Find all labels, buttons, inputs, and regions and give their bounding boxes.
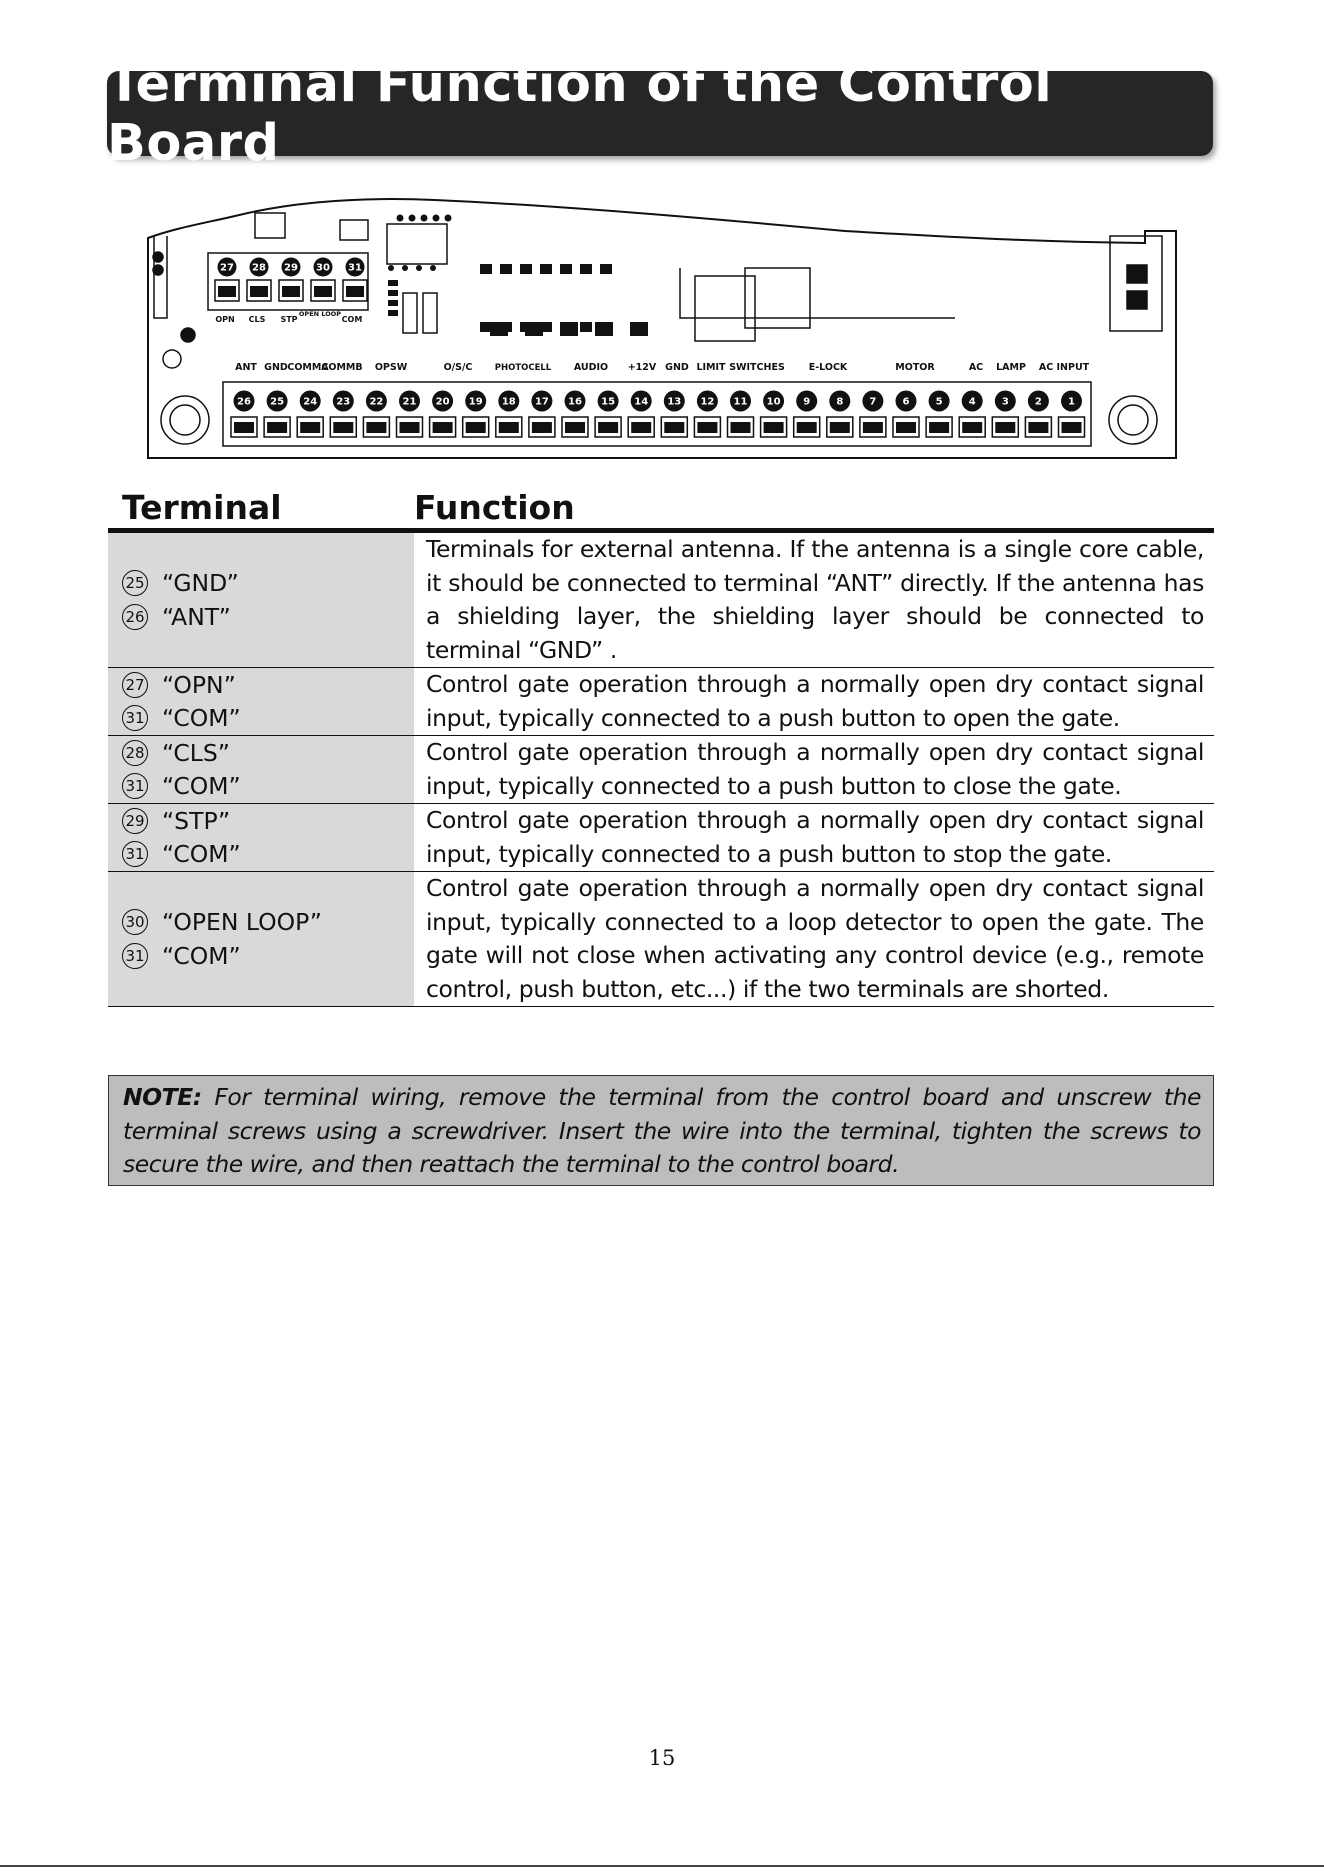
upper-terminal-label: OPEN LOOP — [298, 310, 342, 318]
terminal-entry — [122, 939, 414, 973]
function-cell: Terminals for external antenna. If the antenna is a single core cable, it should be connected to terminal “ANT” directly. If the antenna has a shielding layer, the shielding layer should be connected to terminal “GND” . — [414, 533, 1214, 668]
lower-terminal-number: 4 — [968, 396, 976, 408]
terminal-entry — [122, 906, 414, 940]
lower-terminal-label: AC — [968, 362, 984, 373]
lower-terminal-number: 3 — [1001, 396, 1009, 408]
lower-terminal-number: 2 — [1034, 396, 1042, 408]
terminal-name: “OPN” — [162, 670, 236, 699]
lower-terminal-label: AC INPUT — [1038, 362, 1090, 373]
terminal-name: “COM” — [162, 704, 241, 733]
lower-terminal-number: 21 — [402, 396, 417, 408]
terminal-cell — [108, 804, 414, 872]
page-number: 15 — [648, 1746, 676, 1770]
lower-terminal-label: GND — [264, 362, 288, 373]
lower-terminal-label: ANT — [235, 362, 257, 373]
lower-terminal-number: 19 — [468, 396, 483, 408]
lower-terminal-label: COMMB — [321, 362, 363, 373]
upper-terminal-number: 31 — [348, 262, 362, 274]
lower-terminal-number: 10 — [766, 396, 781, 408]
upper-terminal-label: STP — [280, 315, 298, 324]
upper-terminal-label: OPN — [215, 315, 235, 324]
lower-terminal-label: COMMA — [287, 362, 329, 373]
lower-terminal-number: 23 — [336, 396, 351, 408]
control-board-diagram — [145, 198, 1179, 462]
terminal-cell — [108, 872, 414, 1007]
lower-terminal-number: 8 — [836, 396, 844, 408]
lower-terminal-label: O/S/C — [443, 362, 473, 373]
lower-terminal-number: 6 — [902, 396, 910, 408]
lower-terminal-number: 7 — [869, 396, 877, 408]
terminal-number-circle: 30 — [122, 909, 148, 935]
title-banner — [107, 54, 1213, 173]
terminal-cell — [108, 736, 414, 804]
lower-terminal-label: LAMP — [996, 362, 1026, 373]
terminal-column-header: Terminal — [122, 488, 282, 527]
terminal-name: “OPEN LOOP” — [162, 908, 322, 937]
lower-terminal-number: 14 — [634, 396, 649, 408]
terminal-number-circle: 27 — [122, 672, 148, 698]
lower-terminal-label: AUDIO — [573, 362, 609, 373]
lower-terminal-number: 13 — [667, 396, 682, 408]
function-cell: Control gate operation through a normally open dry contact signal input, typically connected to a push button to close the gate. — [414, 736, 1214, 804]
terminal-number-circle: 28 — [122, 740, 148, 766]
lower-terminal-number: 20 — [435, 396, 450, 408]
table-row — [108, 736, 1214, 804]
terminal-name: “CLS” — [162, 738, 230, 767]
terminal-name: “STP” — [162, 806, 231, 835]
page-title: Terminal Function of the Control Board — [107, 54, 1053, 173]
function-cell: Control gate operation through a normally open dry contact signal input, typically connected to a loop detector to open the gate. The gate will not close when activating any control device (e.g., remote control, push button, etc...) if the two terminals are shorted. — [414, 872, 1214, 1007]
table-row — [108, 533, 1214, 668]
table-row — [108, 804, 1214, 872]
terminal-cell — [108, 533, 414, 668]
lower-terminal-label: SWITCHES — [729, 362, 785, 373]
table-row — [108, 872, 1214, 1007]
lower-terminal-number: 25 — [270, 396, 285, 408]
terminal-cell — [108, 668, 414, 736]
lower-terminal-label: PHOTOCELL — [494, 363, 552, 373]
terminal-entry — [122, 668, 414, 702]
upper-terminal-label: CLS — [248, 315, 266, 324]
lower-terminal-number: 9 — [803, 396, 811, 408]
terminal-number-circle: 25 — [122, 570, 148, 596]
lower-terminal-number: 24 — [303, 396, 318, 408]
lower-terminal-label: GND — [665, 362, 689, 373]
terminal-entry — [122, 804, 414, 838]
lower-terminal-label: LIMIT — [696, 362, 726, 373]
terminal-name: “GND” — [162, 569, 239, 598]
terminal-number-circle: 31 — [122, 705, 148, 731]
function-cell: Control gate operation through a normally open dry contact signal input, typically connected to a push button to stop the gate. — [414, 804, 1214, 872]
lower-terminal-label: OPSW — [374, 362, 408, 373]
lower-terminal-number: 15 — [601, 396, 616, 408]
lower-terminal-number: 12 — [700, 396, 715, 408]
lower-terminal-number: 22 — [369, 396, 384, 408]
terminal-entry — [122, 770, 414, 804]
lower-terminal-label: MOTOR — [895, 362, 935, 373]
terminal-name: “COM” — [162, 840, 241, 869]
note-text: For terminal wiring, remove the terminal from the control board and unscrew the terminal screws using a screwdriver. Insert the wire into the terminal, tighten the screws to secure the wire, and then reattach the terminal to the control board. — [123, 1083, 1201, 1178]
note-box — [108, 1075, 1214, 1186]
function-column-header: Function — [414, 488, 575, 527]
terminal-entry — [122, 702, 414, 736]
lower-terminal-number: 18 — [501, 396, 516, 408]
terminal-function-table — [108, 533, 1214, 1007]
note-label: NOTE: — [123, 1083, 202, 1111]
upper-terminal — [215, 258, 239, 302]
lower-terminal-number: 5 — [935, 396, 943, 408]
upper-terminal-number: 30 — [316, 262, 330, 274]
terminal-entry — [122, 838, 414, 872]
terminal-number-circle: 31 — [122, 841, 148, 867]
terminal-entry — [122, 567, 414, 601]
upper-terminal-number: 29 — [284, 262, 298, 274]
upper-terminal-label: COM — [341, 315, 363, 324]
lower-terminal-label: E-LOCK — [808, 362, 848, 373]
upper-terminal-number: 28 — [252, 262, 266, 274]
lower-terminal-number: 16 — [568, 396, 582, 408]
terminal-number-circle: 26 — [122, 604, 148, 630]
upper-terminal — [247, 258, 271, 302]
terminal-name: “COM” — [162, 941, 241, 970]
upper-terminal — [343, 258, 367, 302]
terminal-name: “COM” — [162, 772, 241, 801]
lower-terminal-number: 17 — [534, 396, 549, 408]
bottom-rule — [0, 1865, 1324, 1867]
lower-terminal-number: 26 — [237, 396, 251, 408]
lower-terminal-number: 11 — [733, 396, 748, 408]
terminal-number-circle: 31 — [122, 943, 148, 969]
lower-terminal-number: 1 — [1068, 396, 1075, 408]
upper-terminal-number: 27 — [220, 262, 234, 274]
terminal-entry — [122, 600, 414, 634]
terminal-entry — [122, 736, 414, 770]
lower-terminal-label: +12V — [627, 362, 657, 373]
function-cell: Control gate operation through a normally open dry contact signal input, typically connected to a push button to open the gate. — [414, 668, 1214, 736]
terminal-number-circle: 29 — [122, 808, 148, 834]
table-row — [108, 668, 1214, 736]
terminal-name: “ANT” — [162, 602, 231, 631]
terminal-number-circle: 31 — [122, 773, 148, 799]
upper-terminal — [279, 258, 303, 302]
upper-terminal — [311, 258, 335, 302]
